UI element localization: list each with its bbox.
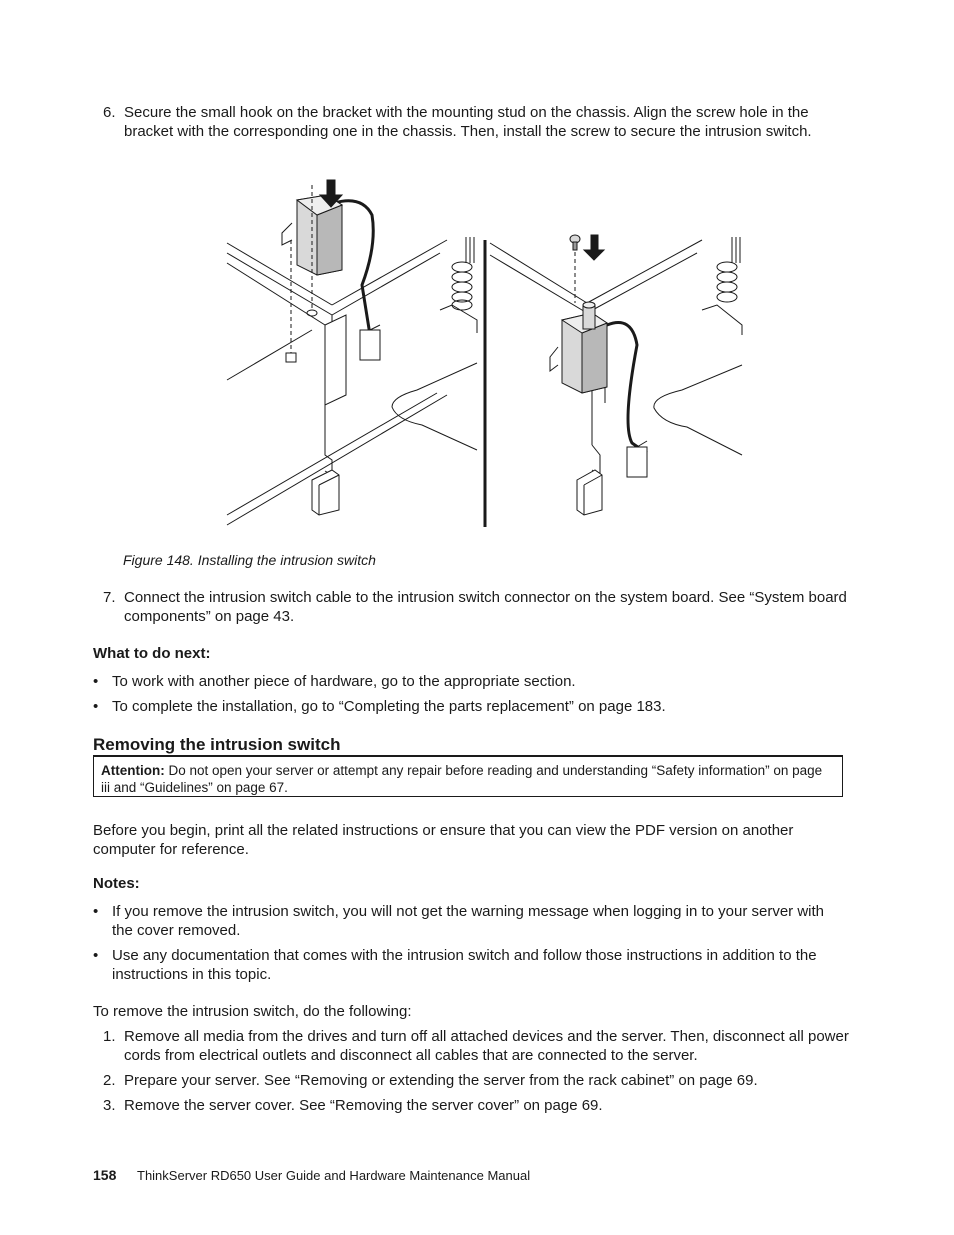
- intrusion-switch-illustration: [222, 175, 747, 535]
- what-next-heading: What to do next:: [93, 645, 211, 662]
- figure-caption: Figure 148. Installing the intrusion switch: [123, 552, 376, 568]
- remove-intro: To remove the intrusion switch, do the following:: [93, 1003, 412, 1020]
- step-text: Secure the small hook on the bracket with the mounting stud on the chassis. Align the screw hole in the bracket with the corresponding one in the chassis. Then, install the screw to secure the intrusion switch.: [124, 104, 812, 140]
- bullet-glyph: •: [93, 673, 99, 690]
- attention-label: Attention:: [101, 763, 165, 778]
- step-text: Remove the server cover. See “Removing the server cover” on page 69.: [124, 1097, 603, 1114]
- step-number: 7.: [103, 589, 116, 606]
- attention-body: Do not open your server or attempt any repair before reading and understanding “Safety information” on page iii and “Guidelines” on page 67.: [101, 763, 823, 795]
- page-number: 158: [93, 1167, 117, 1183]
- step-number: 2.: [103, 1072, 116, 1089]
- list-item-text: If you remove the intrusion switch, you will not get the warning message when logging in to your server with the cover removed.: [112, 903, 825, 939]
- section-title: Removing the intrusion switch: [93, 735, 341, 754]
- attention-text: [101, 762, 831, 796]
- notes-heading: Notes:: [93, 875, 140, 892]
- bullet-glyph: •: [93, 698, 99, 715]
- bullet-glyph: •: [93, 903, 99, 920]
- footer-title: ThinkServer RD650 User Guide and Hardware Maintenance Manual: [137, 1168, 531, 1183]
- bullet-glyph: •: [93, 947, 99, 964]
- step-text: Remove all media from the drives and turn off all attached devices and the server. Then, disconnect all power cords from electrical outlets and disconnect all cables that are connected to the server.: [124, 1028, 849, 1064]
- step-number: 3.: [103, 1097, 116, 1114]
- list-item-text: To complete the installation, go to “Completing the parts replacement” on page 183.: [112, 698, 666, 715]
- step-number: 1.: [103, 1028, 116, 1045]
- attention-box: [93, 755, 843, 797]
- step-number: 6.: [103, 104, 116, 121]
- intro-paragraph: Before you begin, print all the related instructions or ensure that you can view the PDF version on another computer for reference.: [93, 822, 794, 858]
- list-item-text: To work with another piece of hardware, go to the appropriate section.: [112, 673, 576, 690]
- list-item-text: Use any documentation that comes with the intrusion switch and follow those instructions in addition to the instructions in this topic.: [112, 947, 817, 983]
- step-text: Connect the intrusion switch cable to the intrusion switch connector on the system board. See “System board components” on page 43.: [124, 589, 847, 625]
- step-text: Prepare your server. See “Removing or extending the server from the rack cabinet” on page 69.: [124, 1072, 758, 1089]
